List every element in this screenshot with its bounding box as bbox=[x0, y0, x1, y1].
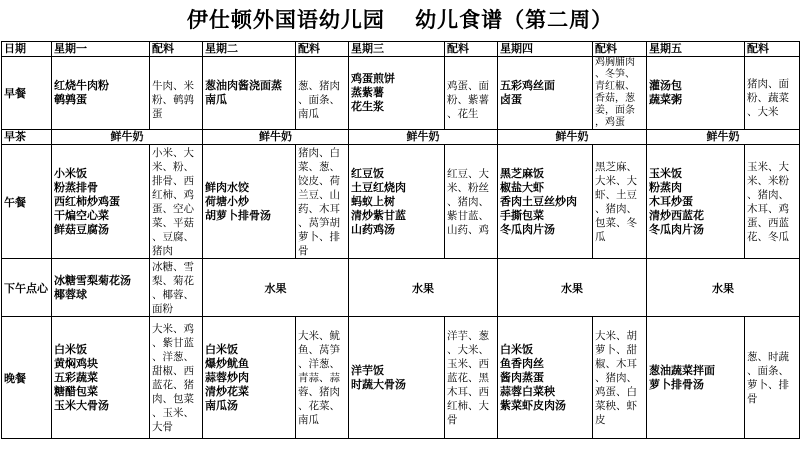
breakfast-tuesday-ingredients: 葱、猪肉 、面条、 南瓜 bbox=[296, 57, 349, 130]
lunch-tuesday: 鲜肉水饺 荷塘小炒 胡萝卜排骨汤 bbox=[203, 145, 296, 259]
afternoon-wednesday: 水果 bbox=[349, 259, 498, 317]
breakfast-tuesday: 葱油肉酱浇面蒸 南瓜 bbox=[203, 57, 296, 130]
breakfast-monday: 红烧牛肉粉 鹌鹑蛋 bbox=[52, 57, 150, 130]
afternoon-tuesday: 水果 bbox=[203, 259, 349, 317]
dinner-thursday-ingredients: 大米、胡 萝卜、甜 椒、木耳 、猪肉、 鸡蛋、白 菜秧、虾 皮 bbox=[593, 317, 647, 439]
morning-tea-monday: 鲜牛奶 bbox=[52, 130, 203, 145]
breakfast-monday-ingredients: 牛肉、米 粉、鹌鹑 蛋 bbox=[150, 57, 203, 130]
meal-label-breakfast: 早餐 bbox=[2, 57, 52, 130]
dinner-thursday: 白米饭 鱼香肉丝 酱肉蒸蛋 蒜蓉白菜秧 紫菜虾皮肉汤 bbox=[498, 317, 593, 439]
header-ingredients: 配料 bbox=[150, 42, 203, 57]
afternoon-monday-ingredients: 冰糖、雪 梨、菊花 、椰蓉、 面粉 bbox=[150, 259, 203, 317]
lunch-monday: 小米饭 粉蒸排骨 西红柿炒鸡蛋 干煸空心菜 鲜菇豆腐汤 bbox=[52, 145, 150, 259]
afternoon-thursday: 水果 bbox=[498, 259, 647, 317]
header-monday: 星期一 bbox=[52, 42, 150, 57]
page-title: 伊仕顿外国语幼儿园 幼儿食谱（第二周） bbox=[186, 8, 614, 32]
morning-tea-wednesday: 鲜牛奶 bbox=[349, 130, 498, 145]
dinner-row bbox=[2, 317, 800, 439]
meal-label-afternoon-snack: 下午点心 bbox=[2, 259, 52, 317]
header-ingredients: 配料 bbox=[745, 42, 800, 57]
header-thursday: 星期四 bbox=[498, 42, 593, 57]
lunch-wednesday-ingredients: 红豆、大 米、粉丝 、猪肉、 紫甘蓝、 山药、鸡 bbox=[445, 145, 498, 259]
afternoon-monday: 冰糖雪梨菊花汤 椰蓉球 bbox=[52, 259, 150, 317]
lunch-monday-ingredients: 小米、大 米、粉、 排骨、西 红柿、鸡 蛋、空心 菜、平菇 、豆腐、 猪肉 bbox=[150, 145, 203, 259]
lunch-wednesday: 红豆饭 土豆红烧肉 蚂蚁上树 清炒紫甘蓝 山药鸡汤 bbox=[349, 145, 445, 259]
morning-tea-row bbox=[2, 130, 800, 145]
header-ingredients: 配料 bbox=[296, 42, 349, 57]
header-row bbox=[2, 42, 800, 57]
dinner-friday-ingredients: 葱、时蔬 、面条、 萝卜、排 骨 bbox=[745, 317, 800, 439]
breakfast-thursday-ingredients: 鸡胸脯肉 、冬笋、 青红椒、 香菇，葱 姜，面条 ，鸡蛋 bbox=[593, 57, 647, 130]
breakfast-friday-ingredients: 猪肉、面 粉、蔬菜 、大米 bbox=[745, 57, 800, 130]
afternoon-friday: 水果 bbox=[647, 259, 800, 317]
lunch-row bbox=[2, 145, 800, 259]
header-wednesday: 星期三 bbox=[349, 42, 445, 57]
breakfast-wednesday: 鸡蛋煎饼 蒸紫薯 花生浆 bbox=[349, 57, 445, 130]
breakfast-row bbox=[2, 57, 800, 130]
dinner-tuesday-ingredients: 大米、鱿 鱼、莴笋 、洋葱、 青蒜、蒜 蓉、猪肉 、花菜、 南瓜 bbox=[296, 317, 349, 439]
menu-table bbox=[1, 41, 800, 439]
breakfast-friday: 灌汤包 蔬菜粥 bbox=[647, 57, 745, 130]
dinner-monday-ingredients: 大米、鸡 、紫甘蓝 、洋葱、 甜椒、西 蓝花、猪 肉、包菜 、玉米、 大骨 bbox=[150, 317, 203, 439]
morning-tea-tuesday: 鲜牛奶 bbox=[203, 130, 349, 145]
morning-tea-thursday: 鲜牛奶 bbox=[498, 130, 647, 145]
lunch-thursday-ingredients: 黑芝麻、 大米、大 虾、土豆 、猪肉、 包菜、冬 瓜 bbox=[593, 145, 647, 259]
dinner-tuesday: 白米饭 爆炒鱿鱼 蒜蓉炒肉 清炒花菜 南瓜汤 bbox=[203, 317, 296, 439]
breakfast-thursday: 五彩鸡丝面 卤蛋 bbox=[498, 57, 593, 130]
dinner-monday: 白米饭 黄焖鸡块 五彩蔬菜 糖醋包菜 玉米大骨汤 bbox=[52, 317, 150, 439]
header-ingredients: 配料 bbox=[445, 42, 498, 57]
meal-label-lunch: 午餐 bbox=[2, 145, 52, 259]
dinner-wednesday: 洋芋饭 时蔬大骨汤 bbox=[349, 317, 445, 439]
dinner-friday: 葱油蔬菜拌面 萝卜排骨汤 bbox=[647, 317, 745, 439]
afternoon-snack-row bbox=[2, 259, 800, 317]
lunch-friday: 玉米饭 粉蒸肉 木耳炒蛋 清炒西蓝花 冬瓜肉片汤 bbox=[647, 145, 745, 259]
breakfast-wednesday-ingredients: 鸡蛋、面 粉、紫薯 、花生 bbox=[445, 57, 498, 130]
header-friday: 星期五 bbox=[647, 42, 745, 57]
lunch-tuesday-ingredients: 猪肉、白 菜、葱、 饺皮、荷 兰豆、山 药、木耳 、莴笋胡 萝卜、排 骨 bbox=[296, 145, 349, 259]
lunch-thursday: 黑芝麻饭 椒盐大虾 香肉土豆丝炒肉 手撕包菜 冬瓜肉片汤 bbox=[498, 145, 593, 259]
lunch-friday-ingredients: 玉米、大 米、米粉 、猪肉、 木耳、鸡 蛋、西蓝 花、冬瓜 bbox=[745, 145, 800, 259]
header-date: 日期 bbox=[2, 42, 52, 57]
dinner-wednesday-ingredients: 洋芋、葱 、大米、 玉米、西 蓝花、黑 木耳、西 红柿、大 骨 bbox=[445, 317, 498, 439]
morning-tea-friday: 鲜牛奶 bbox=[647, 130, 800, 145]
meal-label-dinner: 晚餐 bbox=[2, 317, 52, 439]
header-ingredients: 配料 bbox=[593, 42, 647, 57]
meal-label-morning-tea: 早茶 bbox=[2, 130, 52, 145]
header-tuesday: 星期二 bbox=[203, 42, 296, 57]
